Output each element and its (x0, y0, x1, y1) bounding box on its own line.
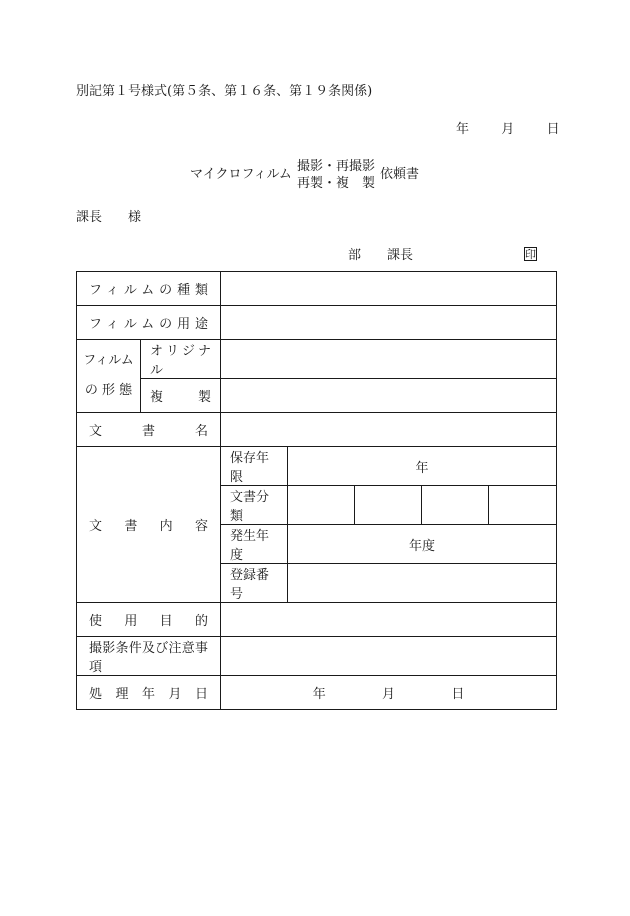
process-year: 年 (312, 687, 326, 702)
film-type-label: フィルムの種類 (77, 272, 221, 306)
film-use-field[interactable] (221, 306, 557, 340)
original-label: オリジナル (141, 340, 221, 379)
row-film-form-copy (77, 379, 557, 413)
date-month: 月 (501, 122, 515, 137)
request-form-table (76, 271, 557, 710)
row-doc-name (77, 413, 557, 447)
film-use-label: フィルムの用途 (77, 306, 221, 340)
row-conditions (77, 637, 557, 676)
seal-mark: 印 (525, 248, 536, 261)
origin-year-field[interactable]: 年度 (288, 525, 557, 564)
film-form-label (77, 340, 141, 413)
film-form-label-line1: フィルム (83, 353, 134, 368)
copy-label: 複 製 (141, 379, 221, 413)
row-film-type (77, 272, 557, 306)
classification-cell-1[interactable] (288, 486, 355, 525)
original-field[interactable] (221, 340, 557, 379)
classification-cell-2[interactable] (355, 486, 422, 525)
process-date-field[interactable] (221, 676, 557, 710)
purpose-label: 使 用 目 的 (77, 603, 221, 637)
row-process-date (77, 676, 557, 710)
conditions-label: 撮影条件及び注意事項 (77, 637, 221, 676)
conditions-field[interactable] (221, 637, 557, 676)
title-options (297, 158, 375, 192)
row-retention (77, 447, 557, 486)
row-film-form-original (77, 340, 557, 379)
registration-field[interactable] (288, 564, 557, 603)
date-year: 年 (456, 122, 470, 137)
form-reference: 別記第１号様式(第５条、第１６条、第１９条関係) (76, 84, 373, 99)
title-main: マイクロフィルム (190, 167, 292, 182)
process-date-label: 処 理 年 月 日 (77, 676, 221, 710)
row-purpose (77, 603, 557, 637)
doc-name-field[interactable] (221, 413, 557, 447)
film-type-field[interactable] (221, 272, 557, 306)
retention-label: 保存年限 (221, 447, 288, 486)
title-option-reproduction: 再製・複 製 (297, 176, 376, 191)
film-form-label-line2: の 形 態 (84, 383, 133, 398)
addressee: 課長 様 (76, 210, 142, 225)
doc-name-label: 文 書 名 (77, 413, 221, 447)
date-day: 日 (546, 122, 560, 137)
title-option-shooting: 撮影・再撮影 (297, 159, 376, 174)
classification-cell-4[interactable] (489, 486, 557, 525)
request-date (456, 123, 560, 136)
title-suffix: 依頼書 (380, 167, 420, 182)
registration-label: 登録番号 (221, 564, 288, 603)
process-day: 日 (451, 687, 465, 702)
row-film-use (77, 306, 557, 340)
sender-department: 部 課長 (348, 248, 414, 263)
process-month: 月 (382, 687, 396, 702)
doc-content-label: 文 書 内 容 (77, 447, 221, 603)
classification-label: 文書分類 (221, 486, 288, 525)
origin-year-label: 発生年度 (221, 525, 288, 564)
classification-cell-3[interactable] (422, 486, 489, 525)
copy-field[interactable] (221, 379, 557, 413)
retention-field[interactable]: 年 (288, 447, 557, 486)
purpose-field[interactable] (221, 603, 557, 637)
